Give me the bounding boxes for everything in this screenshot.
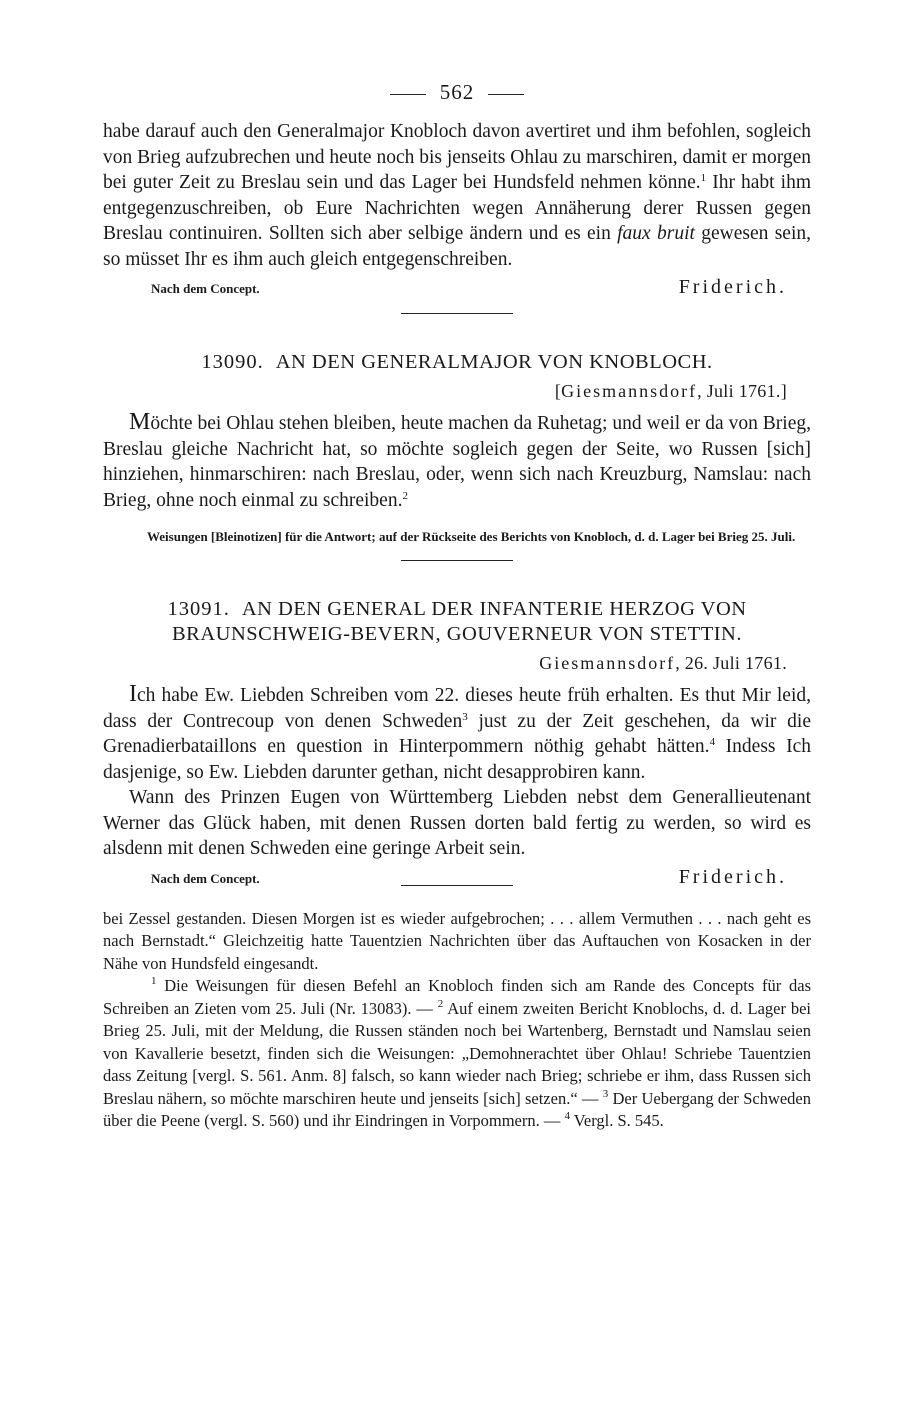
footnote-2: Auf einem zweiten Bericht Knoblochs, d. d. Lager bei Brieg 25. Juli, mit der Meldung, die Russen ständen noch bei Wartenberg, Bernstadt und Namslau seien von Kavallerie besetzt, finden sich die Weisungen: „Demohnerachtet über Ohlau! Schriebe Tauentzien dass Zeitung [vergl. S. 561. Anm. 8] falsch, so kann wieder nach Brieg; schriebe er ihm, dass Russen sich Breslau nähern, so möchte marschiren heute und jenseits [sich] setzen.“ —	[103, 998, 812, 1108]
section-divider	[401, 560, 513, 561]
footnote-2-mark: 2	[437, 997, 444, 1010]
footnote-3-mark: 3	[602, 1087, 609, 1100]
signature: Friderich.	[678, 865, 787, 888]
page-number: 562	[439, 80, 475, 104]
footnote-ref-1[interactable]: 1	[700, 172, 707, 184]
letter-13090-note: Weisungen [Bleinotizen] für die Antwort; auf der Rückseite des Berichts von Knobloch, d. d. Lager bei Brieg 25. Juli.	[147, 529, 796, 544]
footnote-ref-2[interactable]: 2	[402, 489, 408, 502]
page	[103, 80, 811, 1133]
footnote-ref-4[interactable]: 4	[709, 736, 716, 748]
place: Giesmannsdorf	[539, 653, 676, 673]
initial-letter: M	[129, 409, 151, 435]
letter-13091-heading	[103, 597, 811, 647]
source-note: Nach dem Concept.	[151, 281, 260, 296]
letter-number: 13090.	[201, 351, 264, 373]
footnote-4-mark: 4	[564, 1110, 570, 1122]
footnotes	[103, 908, 811, 1133]
letter-13091-dateline	[103, 653, 787, 674]
letter-13090-body: Möchte bei Ohlau stehen bleiben, heute machen da Ruhetag; und weil er da von Brieg, Breslau gleiche Nachricht hat, so möchte sogleich gegen der Seite, wo Russen [sich] hinziehen, hinmarschiren: nach Breslau, oder, wenn sich nach Kreuzburg, Namslau: nach Brieg, ohne noch einmal zu schreiben.$^2$	[103, 409, 811, 511]
footnote-continuation: bei Zessel gestanden. Diesen Morgen ist es wieder aufgebrochen; . . . allem Vermuthen . . . nach geht es nach Bernstadt.“ Gleichzeitig hatte Tauentzien Nachrichten über das Auftauchen von Kosacken in der Nähe von Hundsfeld eingesandt.	[103, 908, 811, 973]
intro-source-line	[103, 276, 811, 299]
footnote-1: Die Weisungen für diesen Befehl an Knobloch finden sich am Rande des Concepts für das Schreiben an Zieten vom 25. Juli (Nr. 13083). —	[103, 976, 811, 1018]
letter-recipient: AN DEN GENERALMAJOR VON KNOBLOCH.	[275, 351, 713, 373]
section-divider	[401, 313, 513, 314]
header-dash-right	[488, 94, 524, 95]
section-divider	[401, 885, 513, 886]
letter-13091-paragraph-2: Wann des Prinzen Eugen von Württemberg Liebden nebst dem Generallieutenant Werner das Glück haben, mit denen Russen dorten bald fertig zu werden, so wird es alsdenn mit denen Schweden eine geringe Arbeit sein.	[103, 787, 811, 859]
source-note: Nach dem Concept.	[151, 870, 260, 886]
footnote-ref-3[interactable]: 3	[462, 710, 468, 723]
letter-13090-dateline: [Giesmannsdorf, Juli 1761.]	[554, 381, 787, 401]
letter-recipient: AN DEN GENERAL DER INFANTERIE HERZOG VON BRAUNSCHWEIG-BEVERN, GOUVERNEUR VON STETTIN.	[172, 598, 747, 645]
date: , 26. Juli 1761.	[675, 653, 787, 673]
signature: Friderich.	[678, 276, 787, 298]
letter-13091-paragraph-1: Ich habe Ew. Liebden Schreiben vom 22. dieses heute früh erhalten. Es thut Mir leid, dass der Contrecoup von denen Schweden$^3$ just zu der Zeit geschehen, da wir die Grenadierbataillons en question in Hinterpommern nöthig gehabt hätten.$^4$ Indess Ich dasjenige, so Ew. Liebden darunter gethan, nicht desapprobiren kann.	[103, 681, 811, 783]
header-dash-left	[390, 94, 426, 95]
footnote-block	[103, 975, 811, 1133]
footnote-1-mark: 1	[151, 975, 157, 987]
footnote-4: Vergl. S. 545.	[569, 1111, 664, 1130]
letter-13090-heading	[103, 350, 811, 375]
place: Giesmannsdorf	[561, 381, 698, 401]
footnote-3: Der Uebergang der Schweden über die Peene (vergl. S. 560) und ihr Eindringen in Vorpommern. —	[103, 1088, 812, 1130]
letter-number: 13091.	[167, 598, 230, 620]
intro-paragraph: habe darauf auch den Generalmajor Knobloch davon avertiret und ihm befohlen, sogleich von Brieg aufzubrechen und heute noch bis jenseits Ohlau zu marschiren, damit er morgen bei guter Zeit zu Breslau sein und das Lager bei Hundsfeld nehmen könne.$^1$ Ihr habt ihm entgegenzuschreiben, ob Eure Nachrichten wegen Annäherung derer Russen gegen Breslau continuiren. Sollten sich aber selbige ändern und es ein faux bruit gewesen sein, so müsset Ihr es ihm auch gleich entgegenschreiben.	[103, 121, 811, 270]
initial-letter: I	[129, 681, 137, 707]
italic-phrase: faux bruit	[617, 223, 695, 244]
date: , Juli 1761.	[697, 381, 781, 401]
page-header	[103, 80, 811, 105]
